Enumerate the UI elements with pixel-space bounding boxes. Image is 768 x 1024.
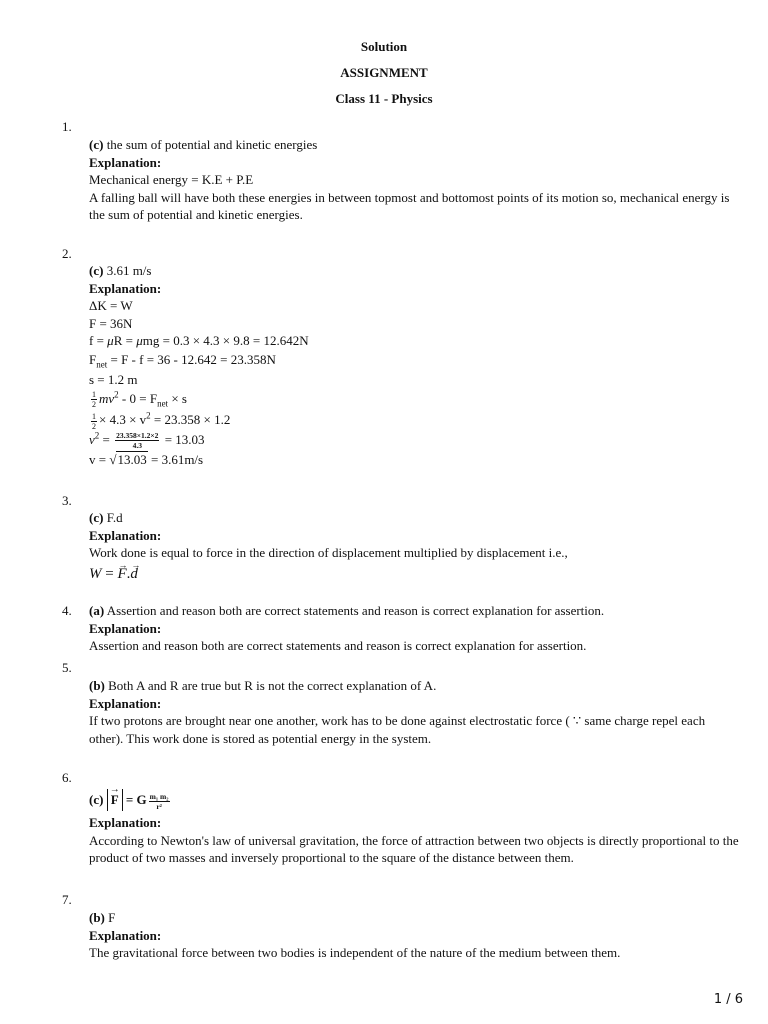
explanation-line: Assertion and reason both are correct statements and reason is correct explanation for assertion. [89, 638, 587, 653]
answer-text: 3.61 m/s [106, 263, 152, 278]
answer-line [89, 262, 739, 280]
question-3-number: 3. [62, 493, 72, 508]
answer-line [89, 136, 739, 154]
eq-displacement: s = 1.2 m [89, 372, 138, 387]
question-5 [89, 677, 739, 747]
explanation-paragraph: If two protons are brought near one another, work has to be done against electrostatic force ( ∵ same charge repel each other). This work done is stored as potential energy in the system. [89, 713, 706, 746]
answer-line [89, 509, 739, 527]
answer-option: (c) [89, 510, 104, 525]
answer-text: F [108, 910, 116, 925]
eq-v-squared: $v^2$ = $\frac{23.358\times 1.2\times 2}{4.3}$ = 13.03 [89, 430, 205, 451]
eq-substitution: $\frac{1}{2}$ × $4.3 \times v^2 = 23.358 \times 1.2$ [92, 410, 231, 431]
question-5-number: 5. [62, 660, 72, 675]
explanation-line: Mechanical energy = K.E + P.E [89, 172, 254, 187]
explanation-paragraph: According to Newton's law of universal gravitation, the force of attraction between two objects is directly proportional to the product of two masses and inversely proportional to the square of the distance between them. [89, 832, 739, 865]
square-root: √13.03 [109, 452, 147, 468]
answer-option: (c) [89, 263, 104, 278]
page-indicator: 1 / 6 [713, 992, 743, 1007]
explanation-label: Explanation: [89, 154, 162, 170]
fraction-half: $\frac{1}{2}$ [92, 411, 96, 431]
answer-text: Both A and R are true but R is not the correct explanation of A. [108, 678, 437, 693]
question-2-number: 2. [62, 246, 72, 261]
header-solution: Solution [360, 39, 408, 54]
question-4 [89, 602, 739, 655]
question-6-number: 6. [62, 770, 72, 785]
answer-line [89, 909, 739, 927]
force-magnitude: → F [107, 789, 123, 811]
fraction-gravitation: $\frac{\text{m₁ m₂}}{\text{r²}}$ [149, 791, 169, 811]
question-7 [89, 909, 739, 962]
eq-work: W = → F.→ d [89, 566, 739, 584]
answer-line [89, 677, 739, 695]
question-6 [89, 786, 739, 867]
fraction-v-squared: $\frac{23.358\times 1.2\times 2}{4.3}$ [116, 431, 159, 451]
eq-friction: f = μR = μmg = 0.3 × 4.3 × 9.8 = 12.642N [89, 333, 309, 348]
question-1 [89, 136, 739, 224]
explanation-label: Explanation: [89, 527, 162, 543]
answer-line: (c) → F = G $\frac{\text{m₁ m₂}}{\text{r²}}$ [89, 786, 739, 814]
header-assignment: ASSIGNMENT [340, 65, 428, 80]
question-7-number: 7. [62, 892, 72, 907]
answer-option: (b) [89, 910, 105, 925]
answer-option: (a) [89, 603, 105, 618]
explanation-line: Work done is equal to force in the direction of displacement multiplied by displacement i.e., [89, 545, 568, 560]
explanation-label: Explanation: [89, 815, 162, 830]
answer-line [89, 602, 739, 620]
answer-text: F.d [106, 510, 123, 525]
explanation-paragraph: A falling ball will have both these energies in between topmost and bottomost points of its motion so, mechanical energy is the sum of potential and kinetic energies. [89, 189, 730, 222]
answer-option: (b) [89, 678, 105, 693]
question-1-number: 1. [62, 119, 72, 134]
eq-delta-k: ΔK = W [89, 298, 133, 313]
explanation-label: Explanation: [89, 695, 162, 711]
header-class: Class 11 - Physics [335, 91, 433, 106]
eq-fnet: $F_{net} = F - f = 36 - 12.642 = 23.358N$ [89, 351, 276, 370]
answer-option: (c) [89, 137, 104, 152]
question-3 [89, 509, 739, 583]
explanation-label: Explanation: [89, 927, 162, 943]
eq-work-energy: $\frac{1}{2}$ $mv^2 - 0 = F_{net} \times s$ [92, 389, 187, 410]
fraction-half: $\frac{1}{2}$ [92, 390, 96, 410]
explanation-line: The gravitational force between two bodies is independent of the nature of the medium between them. [89, 945, 621, 960]
question-4-number: 4. [62, 603, 72, 618]
answer-text: the sum of potential and kinetic energies [106, 137, 318, 152]
question-2 [89, 262, 739, 469]
answer-text: Assertion and reason both are correct statements and reason is correct explanation for assertion. [106, 603, 605, 618]
eq-force: F = 36N [89, 315, 133, 331]
answer-option: (c) [89, 792, 104, 807]
explanation-label: Explanation: [89, 280, 162, 296]
eq-velocity: v = √13.03 = 3.61m/s [89, 452, 204, 468]
explanation-label: Explanation: [89, 620, 162, 636]
